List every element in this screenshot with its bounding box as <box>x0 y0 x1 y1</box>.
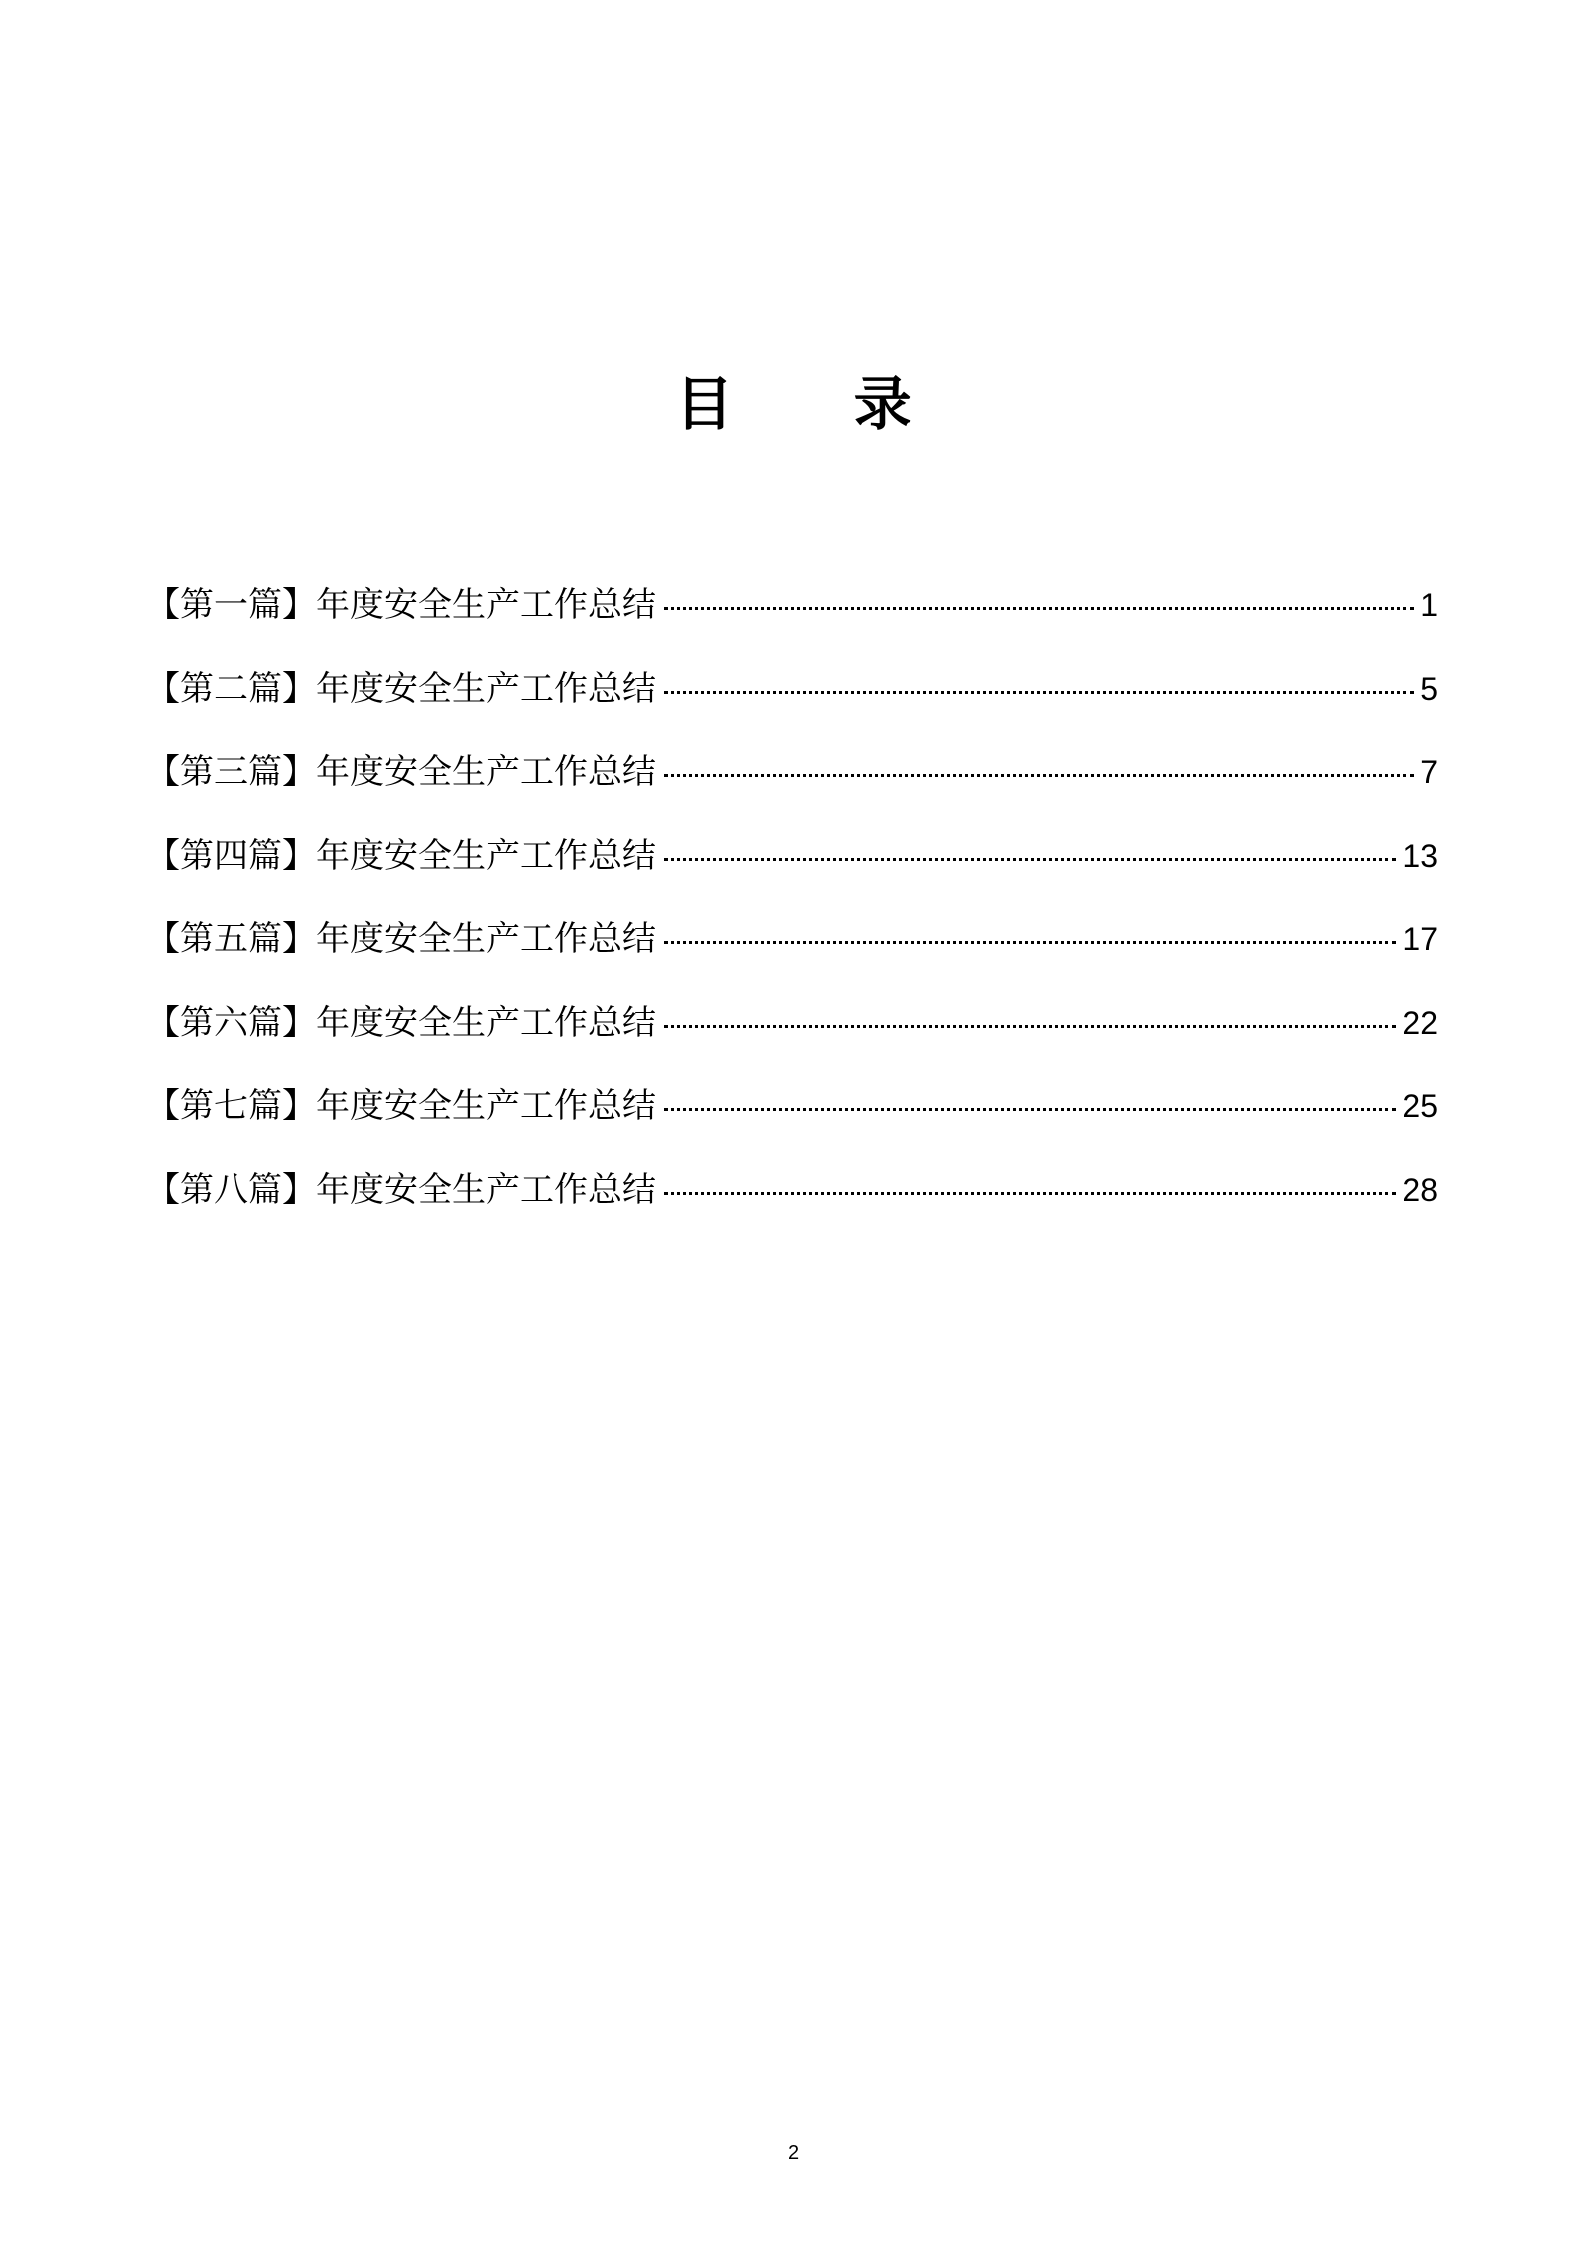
toc-entry-page: 7 <box>1420 754 1438 790</box>
toc-entry-label: 【第二篇】年度安全生产工作总结 <box>146 668 656 709</box>
toc-entry-page: 22 <box>1402 1004 1438 1041</box>
toc-entry[interactable] <box>146 829 1438 913</box>
toc-entry-label: 【第七篇】年度安全生产工作总结 <box>146 1086 656 1126</box>
toc-entry-label: 【第一篇】年度安全生产工作总结 <box>146 585 656 625</box>
dot-leader <box>664 607 1414 610</box>
toc-entry[interactable] <box>146 662 1438 746</box>
toc-entry[interactable] <box>146 1079 1438 1163</box>
toc-entry-page: 25 <box>1402 1088 1438 1124</box>
dot-leader <box>664 1025 1396 1028</box>
page-number: 2 <box>787 2142 800 2164</box>
toc-title: 目 录 <box>675 369 962 438</box>
toc-entry[interactable] <box>146 578 1438 662</box>
dot-leader <box>664 691 1414 694</box>
toc-entry[interactable] <box>146 1163 1438 1247</box>
dot-leader <box>664 1192 1396 1195</box>
dot-leader <box>664 1108 1396 1111</box>
toc-entry-page: 13 <box>1402 837 1438 874</box>
toc-entry-page: 1 <box>1420 587 1438 623</box>
toc-list <box>146 578 1438 1246</box>
toc-entry-label: 【第六篇】年度安全生产工作总结 <box>146 1002 656 1043</box>
toc-entry-label: 【第五篇】年度安全生产工作总结 <box>146 919 656 959</box>
toc-entry[interactable] <box>146 745 1438 829</box>
toc-entry-page: 17 <box>1402 921 1438 957</box>
toc-entry-page: 28 <box>1402 1171 1438 1208</box>
dot-leader <box>664 858 1396 861</box>
toc-entry-page: 5 <box>1420 670 1438 707</box>
toc-entry-label: 【第八篇】年度安全生产工作总结 <box>146 1169 656 1210</box>
toc-entry[interactable] <box>146 996 1438 1080</box>
dot-leader <box>664 774 1414 777</box>
toc-entry-label: 【第三篇】年度安全生产工作总结 <box>146 752 656 792</box>
toc-entry[interactable] <box>146 912 1438 996</box>
dot-leader <box>664 941 1396 944</box>
toc-entry-label: 【第四篇】年度安全生产工作总结 <box>146 835 656 876</box>
